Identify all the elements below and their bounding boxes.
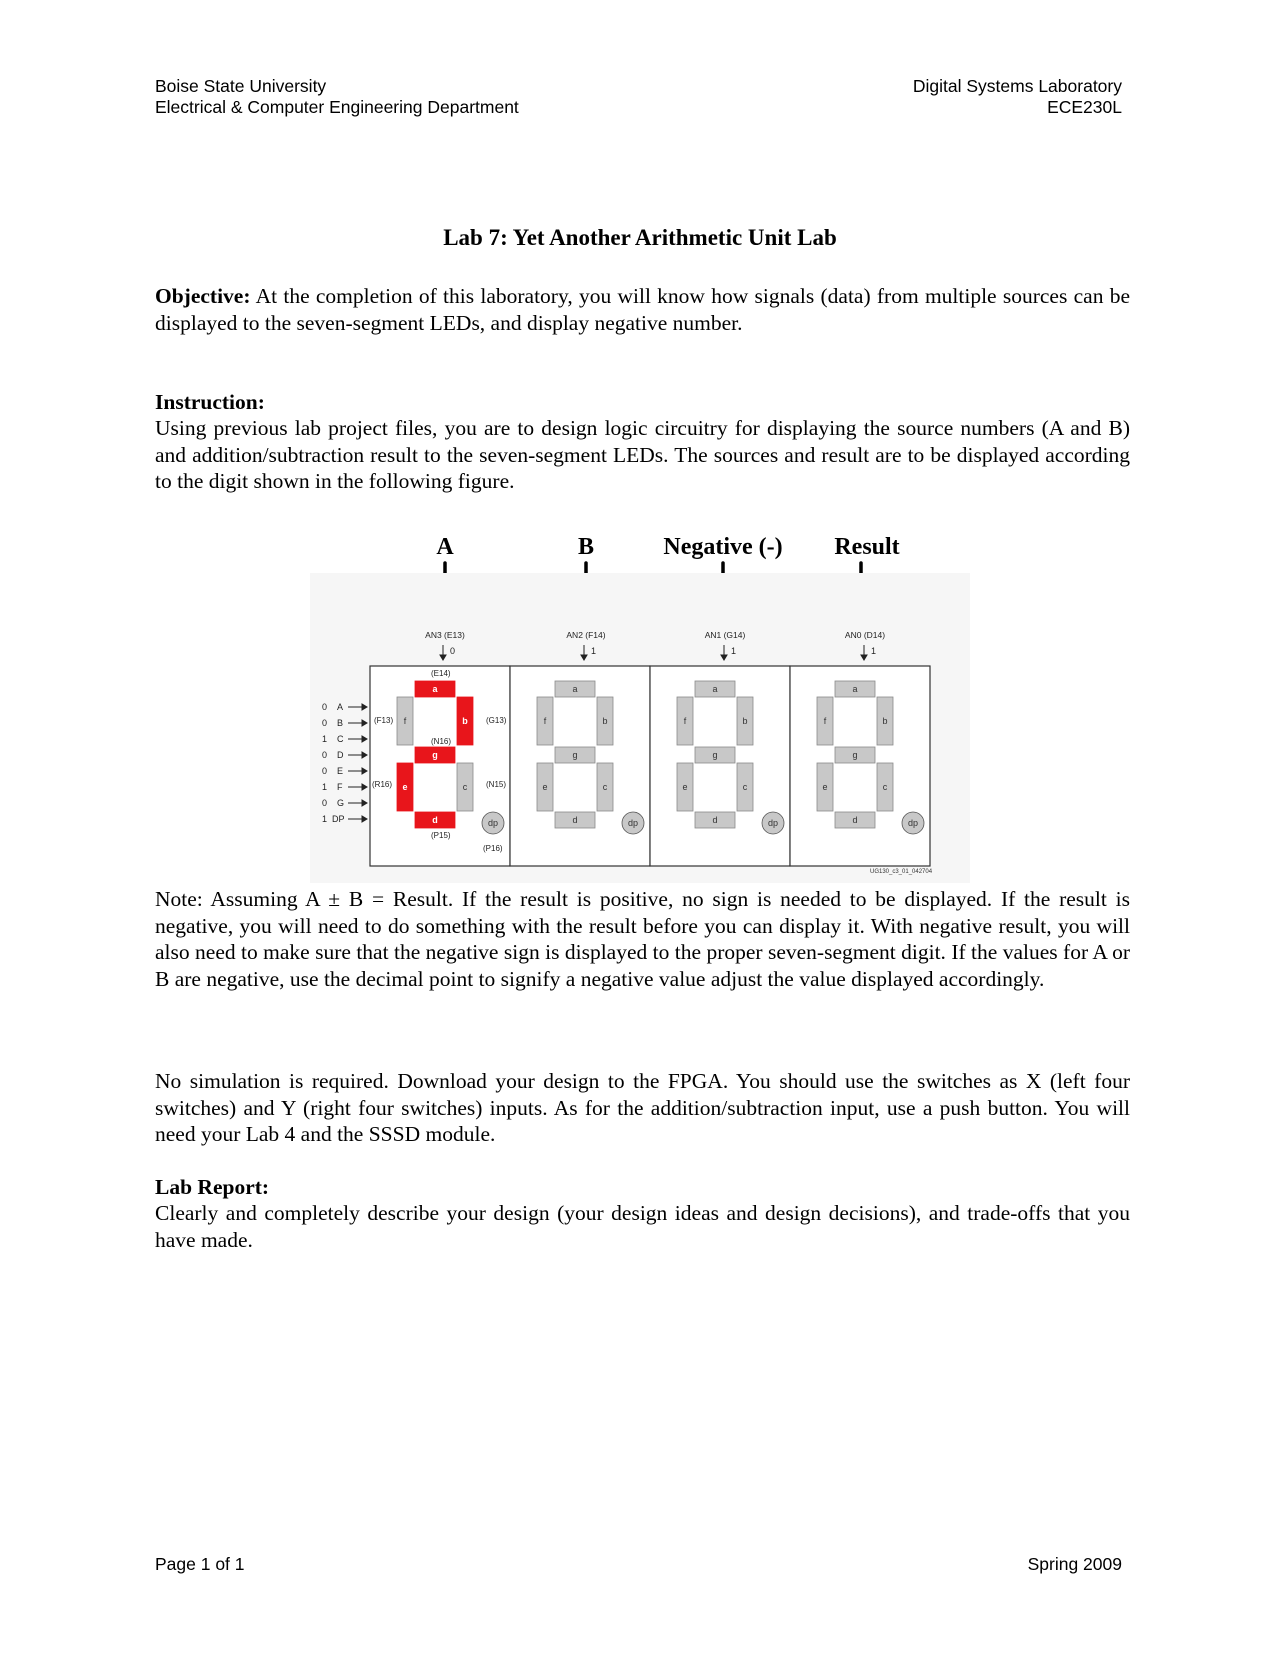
segment-letter: d <box>852 815 858 825</box>
pin-label-a: (E14) <box>431 669 451 678</box>
anode-value: 1 <box>871 646 877 656</box>
digit-label-result: Result <box>834 534 900 560</box>
decimal-point-label: dp <box>767 818 779 828</box>
objective-text: At the completion of this laboratory, you will know how signals (data) from multiple sources can be displayed to the seven-segment LEDs, and display negative number. <box>155 284 1130 335</box>
segment-letter: b <box>882 716 888 726</box>
segment-letter: g <box>712 750 718 760</box>
instruction-paragraph: Using previous lab project files, you are to design logic circuitry for displaying the source numbers (A and B) and addition/subtraction result to the seven-segment LEDs. The sources and result are to be displayed according to the digit shown in the following figure. <box>155 416 1130 493</box>
course-code: ECE230L <box>1047 97 1122 117</box>
instruction-heading: Instruction: <box>155 390 265 414</box>
objective-label: Objective: <box>155 284 251 308</box>
anode-label: AN2 (F14) <box>566 630 606 640</box>
figure-source-id: UG130_c3_01_042704 <box>870 869 933 875</box>
anode-value: 0 <box>450 646 456 656</box>
segment-letter: a <box>852 684 858 694</box>
segment-letter: c <box>462 782 468 792</box>
segment-input-value: 0 <box>322 702 328 712</box>
lab-report-paragraph: Clearly and completely describe your design (your design ideas and design decisions), and trade-offs that you have made. <box>155 1201 1130 1252</box>
segment-letter: b <box>742 716 748 726</box>
seven-segment-figure <box>310 573 970 883</box>
segment-input-name: C <box>337 734 344 744</box>
segment-letter: g <box>572 750 578 760</box>
pin-label-g: (N16) <box>431 737 452 746</box>
anode-value: 1 <box>591 646 597 656</box>
segment-letter: b <box>602 716 608 726</box>
lab-report-heading: Lab Report: <box>155 1175 270 1199</box>
anode-label: AN3 (E13) <box>425 630 465 640</box>
digit-label-a: A <box>436 534 454 560</box>
anode-label: AN1 (G14) <box>704 630 746 640</box>
anode-value: 1 <box>731 646 737 656</box>
segment-input-value: 0 <box>322 718 328 728</box>
segment-input-name: DP <box>332 814 345 824</box>
segment-letter: e <box>542 782 548 792</box>
segment-input-name: G <box>337 798 345 808</box>
segment-letter: d <box>712 815 718 825</box>
segment-letter: f <box>823 716 827 726</box>
pin-label-d: (P15) <box>431 831 451 840</box>
decimal-point-label: dp <box>487 818 499 828</box>
segment-letter: e <box>402 782 408 792</box>
segment-letter: f <box>403 716 407 726</box>
segment-letter: f <box>683 716 687 726</box>
segment-input-value: 1 <box>322 782 328 792</box>
segment-input-value: 0 <box>322 798 328 808</box>
segment-letter: d <box>432 815 438 825</box>
decimal-point-label: dp <box>907 818 919 828</box>
lab-name: Digital Systems Laboratory <box>912 76 1122 96</box>
segment-input-name: A <box>337 702 344 712</box>
decimal-point-label: dp <box>627 818 639 828</box>
segment-input-value: 1 <box>322 814 328 824</box>
segment-letter: a <box>572 684 578 694</box>
segment-letter: e <box>682 782 688 792</box>
note-paragraph: Note: Assuming A ± B = Result. If the result is positive, no sign is needed to be displayed. If the result is negative, you will need to do something with the result before you can display it. With negative result, you will also need to make sure that the negative sign is displayed to the proper seven-segment digit. If the values for A or B are negative, use the decimal point to signify a negative value adjust the value displayed accordingly. <box>155 887 1130 991</box>
segment-input-name: B <box>337 718 344 728</box>
page-number: Page 1 of 1 <box>155 1554 245 1574</box>
segment-letter: d <box>572 815 578 825</box>
department-name: Electrical & Computer Engineering Department <box>155 97 519 117</box>
segment-letter: c <box>742 782 748 792</box>
segment-letter: g <box>432 750 438 760</box>
digit-label-b: B <box>577 534 595 560</box>
semester: Spring 2009 <box>1027 1554 1122 1574</box>
pin-label-f: (F13) <box>374 716 394 725</box>
segment-letter: f <box>543 716 547 726</box>
segment-letter: g <box>852 750 858 760</box>
segment-letter: e <box>822 782 828 792</box>
digit-label-negative: Negative (-) <box>663 534 783 560</box>
segment-input-name: D <box>337 750 344 760</box>
segment-letter: a <box>432 684 438 694</box>
pin-label-dp: (P16) <box>483 844 503 853</box>
segment-letter: b <box>462 716 468 726</box>
segment-letter: a <box>712 684 718 694</box>
segment-letter: c <box>602 782 608 792</box>
anode-label: AN0 (D14) <box>844 630 886 640</box>
segment-input-name: E <box>337 766 344 776</box>
digit-arrows <box>0 0 1280 640</box>
simulation-paragraph: No simulation is required. Download your design to the FPGA. You should use the switches as X (left four switches) and Y (right four switches) inputs. As for the addition/subtraction input, use a push button. You will need your Lab 4 and the SSSD module. <box>155 1069 1130 1146</box>
segment-input-value: 0 <box>322 750 328 760</box>
pin-label-b: (G13) <box>486 716 507 725</box>
segment-letter: c <box>882 782 888 792</box>
segment-input-name: F <box>337 782 343 792</box>
page-title: Lab 7: Yet Another Arithmetic Unit Lab <box>443 225 837 250</box>
pin-label-c: (N15) <box>486 780 507 789</box>
segment-input-value: 0 <box>322 766 328 776</box>
university-name: Boise State University <box>155 76 327 96</box>
pin-label-e: (R16) <box>372 780 393 789</box>
segment-input-value: 1 <box>322 734 328 744</box>
